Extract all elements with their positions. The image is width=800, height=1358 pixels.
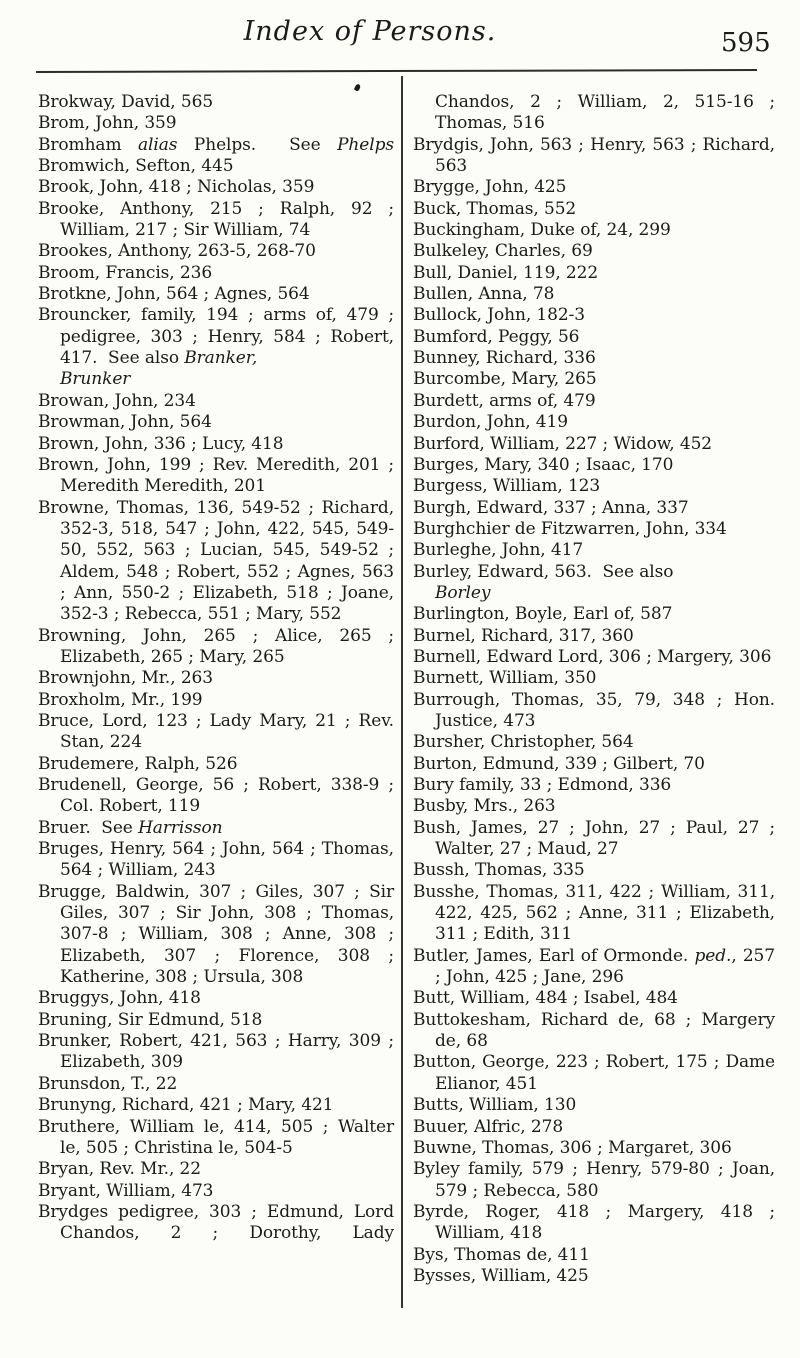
index-entry	[413, 412, 775, 433]
index-entry-text: Burnell, Edward Lord, 306 ; Margery, 306	[413, 646, 772, 667]
index-entry-text: Phelps. See	[177, 134, 338, 155]
index-entry-text: Brunyng, Richard, 421 ; Mary, 421	[38, 1095, 334, 1116]
index-entry	[38, 1031, 394, 1074]
index-entry	[38, 1095, 394, 1116]
index-entry	[413, 860, 775, 881]
index-entry-text: Button, George, 223 ; Robert, 175 ; Dame Elianor, 451	[413, 1052, 775, 1094]
index-entry-text: Chandos, 2 ; William, 2, 515-16 ; Thomas, 516	[435, 92, 775, 134]
index-entry-text: Burcombe, Mary, 265	[413, 369, 597, 390]
index-entry	[38, 177, 394, 198]
index-entry	[38, 1074, 394, 1095]
index-entry	[38, 113, 394, 134]
index-entry	[413, 818, 775, 861]
index-entry-text: Brudenell, George, 56 ; Robert, 338-9 ; Col. Robert, 119	[38, 775, 394, 817]
index-entry	[38, 135, 394, 156]
index-entry-text-italic: Harrisson	[138, 817, 223, 838]
index-entry-text: Bruges, Henry, 564 ; John, 564 ; Thomas, 564 ; William, 243	[38, 839, 394, 881]
index-entry	[38, 412, 394, 433]
index-entry	[413, 369, 775, 390]
index-entry	[413, 519, 775, 540]
index-entry	[413, 327, 775, 348]
index-entry	[413, 284, 775, 305]
index-entry-text: Browning, John, 265 ; Alice, 265 ; Elizabeth, 265 ; Mary, 265	[38, 625, 394, 667]
index-entry-text: Brunsdon, T., 22	[38, 1073, 178, 1094]
index-entry	[413, 690, 775, 733]
index-entry	[38, 882, 394, 989]
index-entry-text: , 257 ; John, 425 ; Jane, 296	[435, 945, 775, 988]
index-entry-text: Bruggys, John, 418	[38, 988, 201, 1009]
index-entry	[413, 455, 775, 476]
index-entry-text: Burgess, William, 123	[413, 476, 601, 497]
index-entry	[413, 1159, 775, 1202]
index-entry	[38, 241, 394, 262]
index-entry-text: Bruning, Sir Edmund, 518	[38, 1009, 263, 1030]
index-entry-text: Brown, John, 199 ; Rev. Meredith, 201 ; Meredith Meredith, 201	[38, 454, 394, 497]
index-entry-text-italic: Phelps	[337, 134, 394, 155]
index-entry-text: Brookes, Anthony, 263-5, 268-70	[38, 241, 316, 262]
index-entry	[413, 946, 775, 989]
index-entry	[38, 1010, 394, 1031]
index-entry-text: Broom, Francis, 236	[38, 262, 213, 283]
index-entry	[38, 263, 394, 284]
index-entry-text: Busshe, Thomas, 311, 422 ; William, 311, 422, 425, 562 ; Anne, 311 ; Elizabeth, 311 ; Edith, 311	[413, 881, 775, 945]
index-entry-text: Bromwich, Sefton, 445	[38, 156, 234, 177]
index-entry-text: Bullock, John, 182-3	[413, 305, 585, 326]
index-entry	[413, 882, 775, 946]
index-entry-text: Bullen, Anna, 78	[413, 284, 555, 305]
index-entry-text: Buckingham, Duke of, 24, 299	[413, 220, 671, 241]
index-entry	[413, 1202, 775, 1245]
index-entry-text: Brudemere, Ralph, 526	[38, 753, 238, 774]
index-entry-text-italic: Borley	[435, 582, 491, 603]
index-entry	[38, 818, 394, 839]
index-entry-text: Bull, Daniel, 119, 222	[413, 262, 599, 283]
index-entry-text: Bruthere, William le, 414, 505 ; Walter le, 505 ; Christina le, 504-5	[38, 1116, 394, 1158]
index-entry	[413, 754, 775, 775]
index-entry-text: Burton, Edmund, 339 ; Gilbert, 70	[413, 753, 705, 774]
index-entry-text: Brown, John, 336 ; Lucy, 418	[38, 433, 284, 454]
index-entry-text: Bursher, Christopher, 564	[413, 732, 634, 753]
index-entry	[413, 626, 775, 647]
index-entry-text-italic: alias	[138, 134, 178, 155]
index-entry-text: Brotkne, John, 564 ; Agnes, 564	[38, 284, 310, 305]
index-entry-text: Brom, John, 359	[38, 113, 177, 134]
index-entry-text: Bulkeley, Charles, 69	[413, 241, 593, 262]
index-entry	[38, 92, 394, 113]
index-entry	[413, 135, 775, 178]
index-entry	[413, 1010, 775, 1053]
index-entry	[413, 562, 775, 605]
index-entry	[38, 434, 394, 455]
index-entry	[38, 775, 394, 818]
index-entry-text: Burges, Mary, 340 ; Isaac, 170	[413, 454, 674, 475]
index-entry-text: Burlington, Boyle, Earl of, 587	[413, 604, 673, 625]
index-entry-text: Bysses, William, 425	[413, 1265, 589, 1286]
index-entry-text: Byley family, 579 ; Henry, 579-80 ; Joan, 579 ; Rebecca, 580	[413, 1159, 775, 1201]
ink-mark	[354, 83, 361, 91]
index-entry	[38, 626, 394, 669]
index-entry	[413, 348, 775, 369]
index-entry-text: Brook, John, 418 ; Nicholas, 359	[38, 177, 315, 198]
index-entry	[413, 220, 775, 241]
index-entry	[38, 498, 394, 626]
index-entry-text: Buuer, Alfric, 278	[413, 1116, 564, 1137]
index-entry-text: Burley, Edward, 563. See also	[413, 561, 674, 582]
page-number: 595	[721, 28, 771, 58]
index-entry	[413, 263, 775, 284]
index-entry-text: Browne, Thomas, 136, 549-52 ; Richard, 352-3, 518, 547 ; John, 422, 545, 549-50, 552, 563 ; Lucian, 545, 549-52 ; Aldem, 548 ; Robert, 552 ; Agnes, 563 ; Ann, 550-2 ; Elizabeth, 518 ; Joane, 352-3 ; Rebecca, 551 ; Mary, 552	[38, 497, 394, 625]
index-entry	[38, 1202, 394, 1245]
index-entry-text-italic: Brunker	[60, 369, 131, 390]
column-divider	[401, 76, 403, 1308]
index-entry-text: Buck, Thomas, 552	[413, 198, 577, 219]
index-entry	[413, 796, 775, 817]
index-entry	[413, 604, 775, 625]
index-entry	[38, 1117, 394, 1160]
index-entry-text: Brooke, Anthony, 215 ; Ralph, 92 ; William, 217 ; Sir William, 74	[38, 198, 394, 241]
index-entry-text: Bush, James, 27 ; John, 27 ; Paul, 27 ; Walter, 27 ; Maud, 27	[413, 817, 775, 860]
index-entry-text: Brokway, David, 565	[38, 92, 214, 112]
index-entry	[413, 1138, 775, 1159]
index-entry-text-italic: Branker,	[184, 348, 258, 369]
index-entry-text: Bromham	[38, 134, 138, 155]
index-entry-text: Brygge, John, 425	[413, 177, 567, 198]
index-entry	[38, 988, 394, 1009]
index-entry	[413, 1245, 775, 1266]
index-entry	[413, 305, 775, 326]
index-entry-text: Buwne, Thomas, 306 ; Margaret, 306	[413, 1137, 732, 1158]
index-entry	[413, 668, 775, 689]
index-entry-text: Bunney, Richard, 336	[413, 348, 596, 369]
index-entry	[413, 1095, 775, 1116]
index-entry-text: Butler, James, Earl of Ormonde.	[413, 945, 695, 966]
index-entry	[38, 839, 394, 882]
index-entry	[38, 455, 394, 498]
index-entry	[38, 690, 394, 711]
index-entry-text: Burdett, arms of, 479	[413, 390, 596, 411]
index-entry-text: Bury family, 33 ; Edmond, 336	[413, 775, 672, 795]
index-entry-text: Bruer. See	[38, 817, 139, 838]
index-entry-text: Busby, Mrs., 263	[413, 796, 556, 817]
index-entry	[38, 284, 394, 305]
index-entry	[413, 241, 775, 262]
index-entry	[413, 177, 775, 198]
index-entry-text: Burrough, Thomas, 35, 79, 348 ; Hon. Justice, 473	[413, 689, 775, 731]
index-entry-text: Brownjohn, Mr., 263	[38, 668, 213, 689]
header-rule	[36, 69, 757, 73]
index-entry	[38, 391, 394, 412]
index-entry	[38, 711, 394, 754]
index-entry-text: Brydges pedigree, 303 ; Edmund, Lord Chandos, 2 ; Dorothy, Lady	[38, 1201, 394, 1244]
index-entry-text: Bryant, William, 473	[38, 1180, 214, 1201]
index-entry-text: Burdon, John, 419	[413, 412, 568, 433]
index-column-right	[413, 92, 775, 1287]
index-entry	[413, 92, 775, 135]
page-title: Index of Persons.	[243, 16, 497, 47]
index-entry-text: Browan, John, 234	[38, 390, 196, 411]
index-entry-text: Burleghe, John, 417	[413, 540, 584, 561]
index-entry	[38, 305, 394, 390]
index-entry-text: Burnett, William, 350	[413, 668, 597, 689]
index-entry	[413, 988, 775, 1009]
index-entry	[413, 199, 775, 220]
index-entry-text: Byrde, Roger, 418 ; Margery, 418 ; William, 418	[413, 1201, 775, 1244]
index-entry	[413, 434, 775, 455]
index-entry-text: Browman, John, 564	[38, 412, 212, 433]
index-entry-text-italic: ped.	[694, 945, 732, 966]
index-entry	[413, 647, 775, 668]
index-entry-text: Broxholm, Mr., 199	[38, 689, 203, 710]
index-entry	[413, 732, 775, 753]
index-entry	[38, 199, 394, 242]
index-entry-text: Bussh, Thomas, 335	[413, 860, 585, 881]
index-entry	[413, 1266, 775, 1287]
index-entry-text: Butt, William, 484 ; Isabel, 484	[413, 988, 678, 1009]
index-entry	[413, 775, 775, 796]
index-entry-text: Butts, William, 130	[413, 1095, 577, 1116]
index-entry-text: Burghchier de Fitzwarren, John, 334	[413, 518, 727, 539]
index-entry	[413, 1052, 775, 1095]
index-entry-text: Brouncker, family, 194 ; arms of, 479 ; pedigree, 303 ; Henry, 584 ; Robert, 417. See also	[38, 305, 394, 369]
index-entry-text: Buttokesham, Richard de, 68 ; Margery de, 68	[413, 1009, 775, 1052]
index-entry	[413, 540, 775, 561]
index-entry	[38, 668, 394, 689]
index-entry-text: Bys, Thomas de, 411	[413, 1244, 590, 1265]
index-entry-text: Burford, William, 227 ; Widow, 452	[413, 433, 712, 454]
index-entry	[38, 1181, 394, 1202]
index-entry-text: Bryan, Rev. Mr., 22	[38, 1159, 201, 1180]
index-entry	[413, 498, 775, 519]
index-entry	[38, 156, 394, 177]
index-entry	[38, 754, 394, 775]
index-entry-text: Bruce, Lord, 123 ; Lady Mary, 21 ; Rev. Stan, 224	[38, 710, 394, 753]
index-entry-text: Brunker, Robert, 421, 563 ; Harry, 309 ; Elizabeth, 309	[38, 1031, 394, 1073]
index-entry-text: Burnel, Richard, 317, 360	[413, 625, 634, 646]
index-entry	[413, 476, 775, 497]
index-entry-text: Brydgis, John, 563 ; Henry, 563 ; Richard, 563	[413, 134, 775, 177]
index-entry-text: Burgh, Edward, 337 ; Anna, 337	[413, 497, 689, 518]
index-entry	[413, 1117, 775, 1138]
index-entry	[38, 1159, 394, 1180]
index-entry-text: Bumford, Peggy, 56	[413, 326, 580, 347]
index-column-left	[38, 92, 394, 1245]
index-entry	[413, 391, 775, 412]
index-entry-text: Brugge, Baldwin, 307 ; Giles, 307 ; Sir Giles, 307 ; Sir John, 308 ; Thomas, 307-8 ; William, 308 ; Anne, 308 ; Elizabeth, 307 ; Florence, 308 ; Katherine, 308 ; Ursula, 308	[38, 881, 394, 988]
